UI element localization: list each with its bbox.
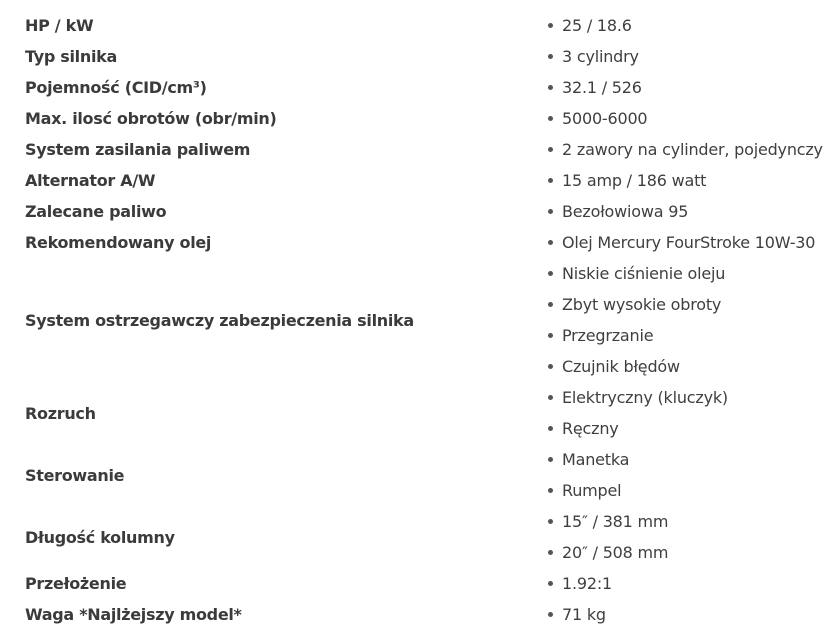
spec-values bbox=[500, 10, 835, 41]
spec-value-item bbox=[548, 10, 835, 41]
bullet-icon bbox=[548, 23, 553, 28]
spec-values bbox=[500, 599, 835, 630]
bullet-icon bbox=[548, 426, 553, 431]
spec-label: Sterowanie bbox=[25, 465, 125, 485]
spec-value-text: 25 / 18.6 bbox=[562, 16, 632, 35]
spec-value-text: 15″ / 381 mm bbox=[562, 512, 669, 531]
spec-value-item bbox=[548, 475, 835, 506]
spec-value-item bbox=[548, 289, 835, 320]
spec-values bbox=[500, 165, 835, 196]
spec-row-fuel bbox=[0, 196, 835, 227]
spec-value-item bbox=[548, 413, 835, 444]
spec-label: Typ silnika bbox=[25, 47, 117, 66]
spec-value-item bbox=[548, 568, 835, 599]
spec-row-hp-kw bbox=[0, 10, 835, 41]
spec-value-item bbox=[548, 196, 835, 227]
spec-values bbox=[500, 41, 835, 72]
spec-value-text: 1.92:1 bbox=[562, 574, 612, 593]
bullet-icon bbox=[548, 147, 553, 152]
spec-value-text: Przegrzanie bbox=[562, 326, 654, 345]
spec-values bbox=[500, 506, 835, 568]
spec-value-item bbox=[548, 351, 835, 382]
bullet-icon bbox=[548, 302, 553, 307]
spec-row-max-rpm bbox=[0, 103, 835, 134]
spec-value-text: 20″ / 508 mm bbox=[562, 543, 669, 562]
bullet-icon bbox=[548, 395, 553, 400]
spec-row-starting bbox=[0, 382, 835, 444]
spec-value-text: Olej Mercury FourStroke 10W-30 bbox=[562, 233, 816, 252]
spec-value-text: 32.1 / 526 bbox=[562, 78, 642, 97]
spec-value-item bbox=[548, 165, 835, 196]
bullet-icon bbox=[548, 581, 553, 586]
bullet-icon bbox=[548, 178, 553, 183]
bullet-icon bbox=[548, 488, 553, 493]
spec-value-item bbox=[548, 599, 835, 630]
bullet-icon bbox=[548, 519, 553, 524]
spec-row-weight bbox=[0, 599, 835, 630]
bullet-icon bbox=[548, 550, 553, 555]
bullet-icon bbox=[548, 364, 553, 369]
spec-row-gear-ratio bbox=[0, 568, 835, 599]
spec-value-item bbox=[548, 72, 835, 103]
spec-label: System ostrzegawczy zabezpieczenia silnika bbox=[25, 310, 414, 330]
spec-value-item bbox=[548, 320, 835, 351]
spec-value-item bbox=[548, 103, 835, 134]
bullet-icon bbox=[548, 457, 553, 462]
spec-value-text: Elektryczny (kluczyk) bbox=[562, 388, 728, 407]
spec-value-item bbox=[548, 41, 835, 72]
spec-label: Pojemność (CID/cm³) bbox=[25, 78, 207, 97]
spec-label: HP / kW bbox=[25, 16, 94, 35]
spec-value-text: 71 kg bbox=[562, 605, 606, 624]
spec-value-text: Niskie ciśnienie oleju bbox=[562, 264, 726, 283]
spec-label: Rekomendowany olej bbox=[25, 233, 212, 252]
spec-value-item bbox=[548, 227, 835, 258]
spec-value-item bbox=[548, 444, 835, 475]
spec-values bbox=[500, 103, 835, 134]
bullet-icon bbox=[548, 54, 553, 59]
spec-value-text: Czujnik błędów bbox=[562, 357, 680, 376]
spec-values bbox=[500, 227, 835, 258]
bullet-icon bbox=[548, 333, 553, 338]
spec-values bbox=[500, 134, 835, 165]
spec-label: Waga *Najlżejszy model* bbox=[25, 605, 242, 624]
spec-row-shaft-length bbox=[0, 506, 835, 568]
spec-value-text: Manetka bbox=[562, 450, 630, 469]
spec-label: Zalecane paliwo bbox=[25, 202, 167, 221]
spec-values bbox=[500, 568, 835, 599]
spec-values bbox=[500, 258, 835, 382]
spec-value-item bbox=[548, 506, 835, 537]
spec-value-text: Zbyt wysokie obroty bbox=[562, 295, 722, 314]
spec-row-engine-type bbox=[0, 41, 835, 72]
spec-value-text: 2 zawory na cylinder, pojedynczy bbox=[562, 140, 823, 159]
spec-label: Alternator A/W bbox=[25, 171, 156, 190]
spec-value-text: Bezołowiowa 95 bbox=[562, 202, 689, 221]
bullet-icon bbox=[548, 271, 553, 276]
spec-value-text: 3 cylindry bbox=[562, 47, 639, 66]
spec-row-fuel-system bbox=[0, 134, 835, 165]
spec-value-item bbox=[548, 382, 835, 413]
spec-row-displacement bbox=[0, 72, 835, 103]
spec-value-item bbox=[548, 258, 835, 289]
bullet-icon bbox=[548, 612, 553, 617]
spec-label: Max. ilosć obrotów (obr/min) bbox=[25, 109, 277, 128]
spec-label: Rozruch bbox=[25, 403, 96, 423]
bullet-icon bbox=[548, 85, 553, 90]
bullet-icon bbox=[548, 209, 553, 214]
spec-label: Długość kolumny bbox=[25, 527, 175, 547]
spec-value-text: Ręczny bbox=[562, 419, 619, 438]
spec-row-steering bbox=[0, 444, 835, 506]
spec-row-oil bbox=[0, 227, 835, 258]
spec-values bbox=[500, 444, 835, 506]
spec-value-text: Rumpel bbox=[562, 481, 622, 500]
spec-label: System zasilania paliwem bbox=[25, 140, 251, 159]
spec-row-warning-system bbox=[0, 258, 835, 382]
spec-label: Przełożenie bbox=[25, 574, 127, 593]
spec-value-item bbox=[548, 537, 835, 568]
spec-values bbox=[500, 382, 835, 444]
spec-row-alternator bbox=[0, 165, 835, 196]
spec-values bbox=[500, 196, 835, 227]
bullet-icon bbox=[548, 240, 553, 245]
spec-value-item bbox=[548, 134, 835, 165]
spec-value-text: 5000-6000 bbox=[562, 109, 648, 128]
bullet-icon bbox=[548, 116, 553, 121]
spec-value-text: 15 amp / 186 watt bbox=[562, 171, 707, 190]
spec-values bbox=[500, 72, 835, 103]
